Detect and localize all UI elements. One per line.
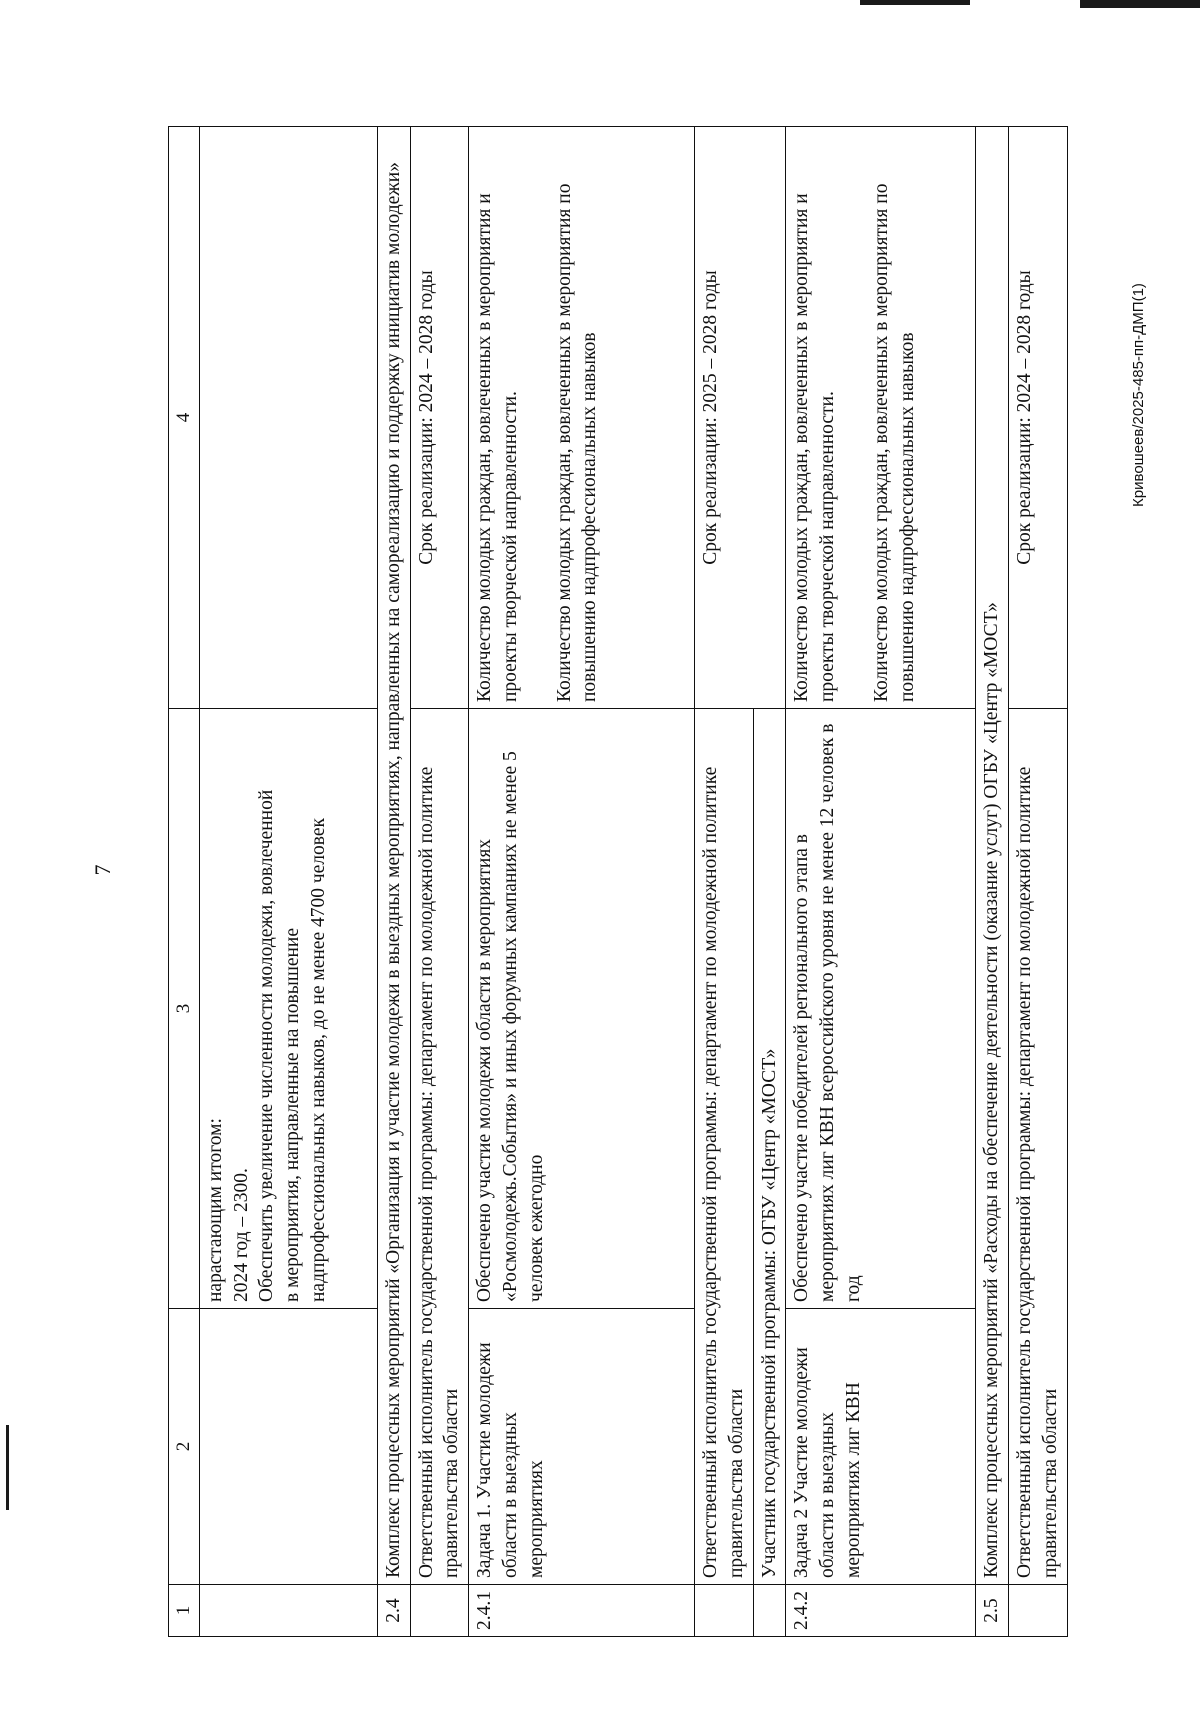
complex-2-5-title: Комплекс процессных мероприятий «Расходы на обеспечение деятельности (оказание услуг) ОГБУ «Центр «МОСТ»: [976, 127, 1009, 1585]
task-2-4-2-indicators: [786, 127, 976, 709]
indicator-creative: Количество молодых граждан, вовлеченных в мероприятия и проекты творческой направленности.: [791, 193, 839, 702]
table-row-complex-2-5: [976, 127, 1009, 1637]
scan-edge-left: [6, 1425, 9, 1510]
table-row-responsible-2025: [695, 127, 753, 1637]
task-2-4-1-indicators: [469, 127, 695, 709]
complex-2-4-responsible: Ответственный исполнитель государственной программы: департамент по молодежной политике правительства области: [410, 709, 468, 1585]
complex-2-5-term: Срок реализации: 2024 – 2028 годы: [1009, 127, 1067, 709]
rotated-table-container: [168, 127, 1098, 1637]
indicator-skills: Количество молодых граждан, вовлеченных в мероприятия по повышению надпрофессиональных навыков: [553, 183, 601, 702]
table-row-task-2-4-2: [786, 127, 976, 1637]
continuation-text: нарастающим итогом: 2024 год – 2300. Обеспечить увеличение численности молодежи, вовлеченной в мероприятия, направленные на повышение надпрофессиональных навыков, до не менее 4700 человек: [200, 709, 378, 1309]
task-2-4-2-name: Задача 2 Участие молодежи области в выездных мероприятиях лиг КВН: [786, 1309, 976, 1585]
indicator-skills: Количество молодых граждан, вовлеченных в мероприятия по повышению надпрофессиональных навыков: [870, 183, 918, 702]
row-number: 2.4.2: [786, 1585, 976, 1637]
scan-edge-top: [860, 0, 970, 5]
table-row-responsible-2-4: [410, 127, 468, 1637]
header-col-2: 2: [169, 1309, 200, 1585]
task-2-4-2-result: Обеспечено участие победителей регионального этапа в мероприятиях лиг КВН всероссийского уровня не менее 12 человек в год: [786, 709, 976, 1309]
scan-edge-top-right: [1080, 0, 1200, 8]
header-col-1: 1: [169, 1585, 200, 1637]
row-number: 2.4: [378, 1585, 411, 1637]
footer-doc-code: Кривошеев/2025-485-пп-ДМП(1): [1130, 283, 1147, 507]
responsible-2025-term: Срок реализации: 2025 – 2028 годы: [695, 127, 786, 709]
complex-2-5-responsible: Ответственный исполнитель государственной программы: департамент по молодежной политике правительства области: [1009, 709, 1067, 1585]
header-col-3: 3: [169, 709, 200, 1309]
program-table: [168, 126, 1068, 1637]
task-2-4-1-name: Задача 1. Участие молодежи области в выездных мероприятиях: [469, 1309, 695, 1585]
row-number: 2.4.1: [469, 1585, 695, 1637]
participant-text: Участник государственной программы: ОГБУ «Центр «МОСТ»: [753, 709, 786, 1585]
table-row-task-2-4-1: [469, 127, 695, 1637]
row-number: 2.5: [976, 1585, 1009, 1637]
table-row-continuation: [200, 127, 378, 1637]
complex-2-4-term: Срок реализации: 2024 – 2028 годы: [410, 127, 468, 709]
task-2-4-1-result: Обеспечено участие молодежи области в мероприятиях «Росмолодежь.События» и иных форумных кампаниях не менее 5 человек ежегодно: [469, 709, 695, 1309]
table-header-row: [169, 127, 200, 1637]
complex-2-4-title: Комплекс процессных мероприятий «Организация и участие молодежи в выездных мероприятиях, направленных на самореализацию и поддержку инициатив молодежи»: [378, 127, 411, 1585]
table-row-complex-2-4: [378, 127, 411, 1637]
page-number: 7: [90, 864, 115, 876]
table-row-responsible-2-5: [1009, 127, 1067, 1637]
indicator-creative: Количество молодых граждан, вовлеченных в мероприятия и проекты творческой направленности.: [474, 193, 521, 702]
header-col-4: 4: [169, 127, 200, 709]
responsible-2025-text: Ответственный исполнитель государственной программы: департамент по молодежной политике правительства области: [695, 709, 753, 1585]
